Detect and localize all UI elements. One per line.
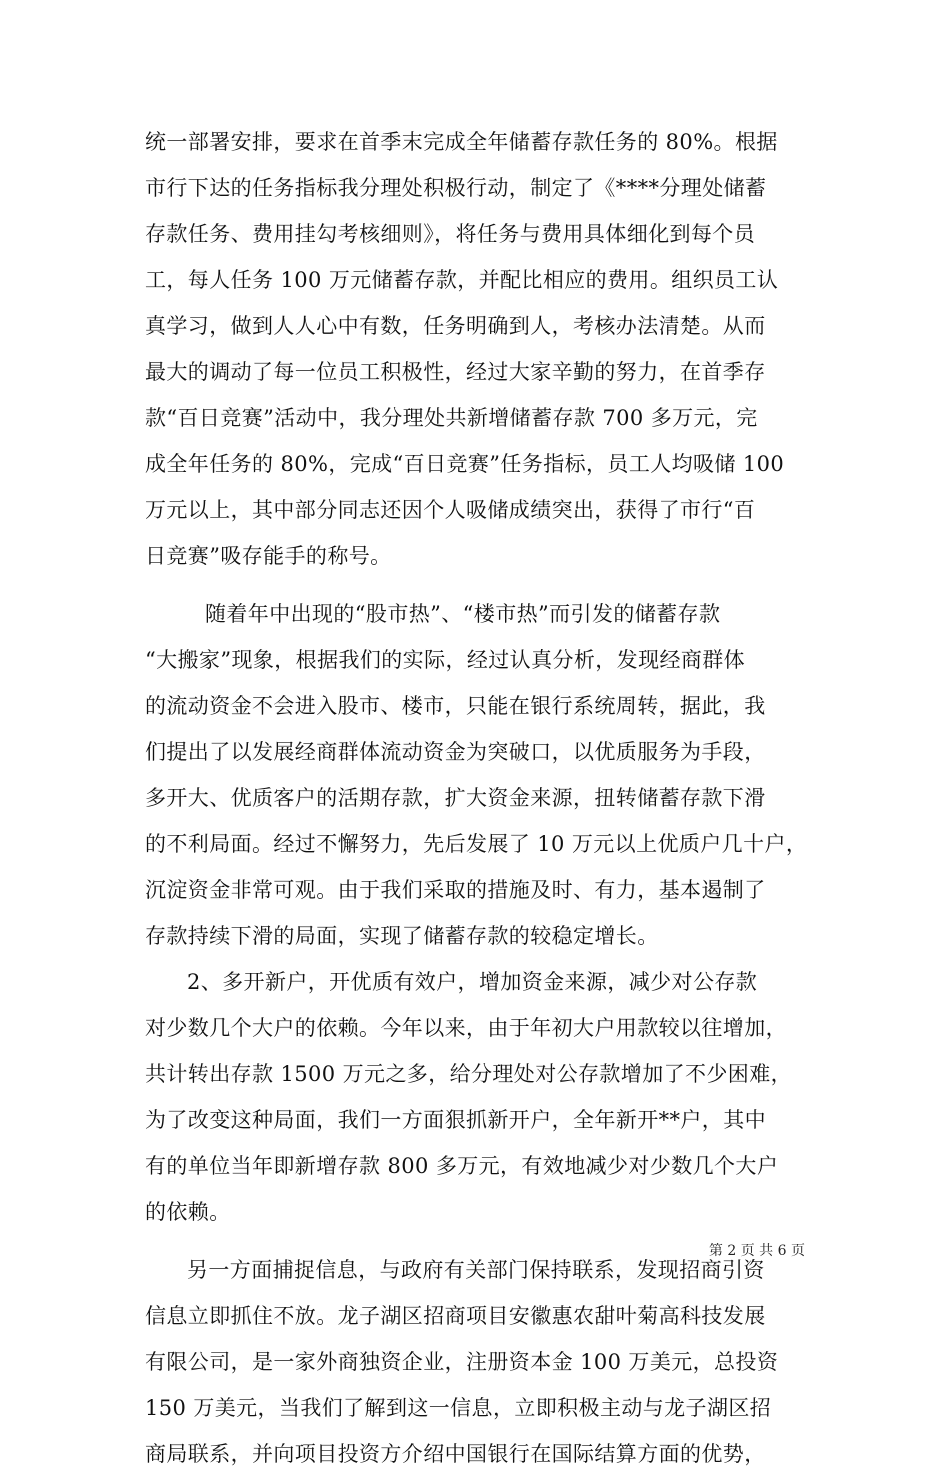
text-line: 市行下达的任务指标我分理处积极行动，制定了《****分理处储蓄	[145, 176, 767, 200]
paragraph-1	[145, 119, 835, 579]
text-line: 成全年任务的 80%，完成“百日竞赛”任务指标，员工人均吸储 100	[145, 452, 785, 476]
text-line: 的依赖。	[145, 1200, 231, 1224]
text-line: 工，每人任务 100 万元储蓄存款，并配比相应的费用。组织员工认	[145, 268, 779, 292]
text-line: 有限公司，是一家外商独资企业，注册资本金 100 万美元，总投资	[145, 1350, 779, 1374]
body-text	[145, 119, 835, 1477]
text-line: 为了改变这种局面，我们一方面狠抓新开户，全年新开**户，其中	[145, 1108, 766, 1132]
text-line: 150 万美元，当我们了解到这一信息，立即积极主动与龙子湖区招	[145, 1396, 772, 1420]
text-line: 沉淀资金非常可观。由于我们采取的措施及时、有力，基本遏制了	[145, 878, 766, 902]
text-line: 另一方面捕捉信息，与政府有关部门保持联系，发现招商引资	[187, 1258, 765, 1282]
text-line: “大搬家”现象，根据我们的实际，经过认真分析，发现经商群体	[145, 648, 746, 672]
paragraph-4	[145, 1247, 835, 1477]
text-line: 2、多开新户，开优质有效户，增加资金来源，减少对公存款	[187, 970, 758, 994]
text-line: 的不利局面。经过不懈努力，先后发展了 10 万元以上优质户几十户，	[145, 832, 808, 856]
text-line: 有的单位当年即新增存款 800 多万元，有效地减少对少数几个大户	[145, 1154, 779, 1178]
text-line: 信息立即抓住不放。龙子湖区招商项目安徽惠农甜叶菊高科技发展	[145, 1304, 766, 1328]
text-line: 真学习，做到人人心中有数，任务明确到人，考核办法清楚。从而	[145, 314, 766, 338]
text-line: 最大的调动了每一位员工积极性，经过大家辛勤的努力，在首季存	[145, 360, 766, 384]
text-line: 存款任务、费用挂勾考核细则》，将任务与费用具体细化到每个员	[145, 222, 756, 246]
text-line: 随着年中出现的“股市热”、“楼市热”而引发的储蓄存款	[205, 602, 721, 626]
text-line: 日竞赛”吸存能手的称号。	[145, 544, 392, 568]
text-line: 款“百日竞赛”活动中，我分理处共新增储蓄存款 700 多万元，完	[145, 406, 758, 430]
page-number-footer: 第 2 页 共 6 页	[708, 1243, 805, 1259]
text-line: 存款持续下滑的局面，实现了储蓄存款的较稳定增长。	[145, 924, 659, 948]
text-line: 共计转出存款 1500 万元之多，给分理处对公存款增加了不少困难，	[145, 1062, 792, 1086]
text-line: 万元以上，其中部分同志还因个人吸储成绩突出，获得了市行“百	[145, 498, 756, 522]
text-line: 多开大、优质客户的活期存款，扩大资金来源，扭转储蓄存款下滑	[145, 786, 766, 810]
text-line: 统一部署安排，要求在首季末完成全年储蓄存款任务的 80%。根据	[145, 130, 778, 154]
paragraph-gap	[145, 579, 835, 591]
text-line: 对少数几个大户的依赖。今年以来，由于年初大户用款较以往增加，	[145, 1016, 787, 1040]
paragraph-3	[145, 959, 835, 1235]
text-line: 商局联系，并向项目投资方介绍中国银行在国际结算方面的优势，	[145, 1442, 766, 1466]
text-line: 们提出了以发展经商群体流动资金为突破口，以优质服务为手段，	[145, 740, 766, 764]
paragraph-2	[145, 591, 835, 959]
text-line: 的流动资金不会进入股市、楼市，只能在银行系统周转，据此，我	[145, 694, 766, 718]
